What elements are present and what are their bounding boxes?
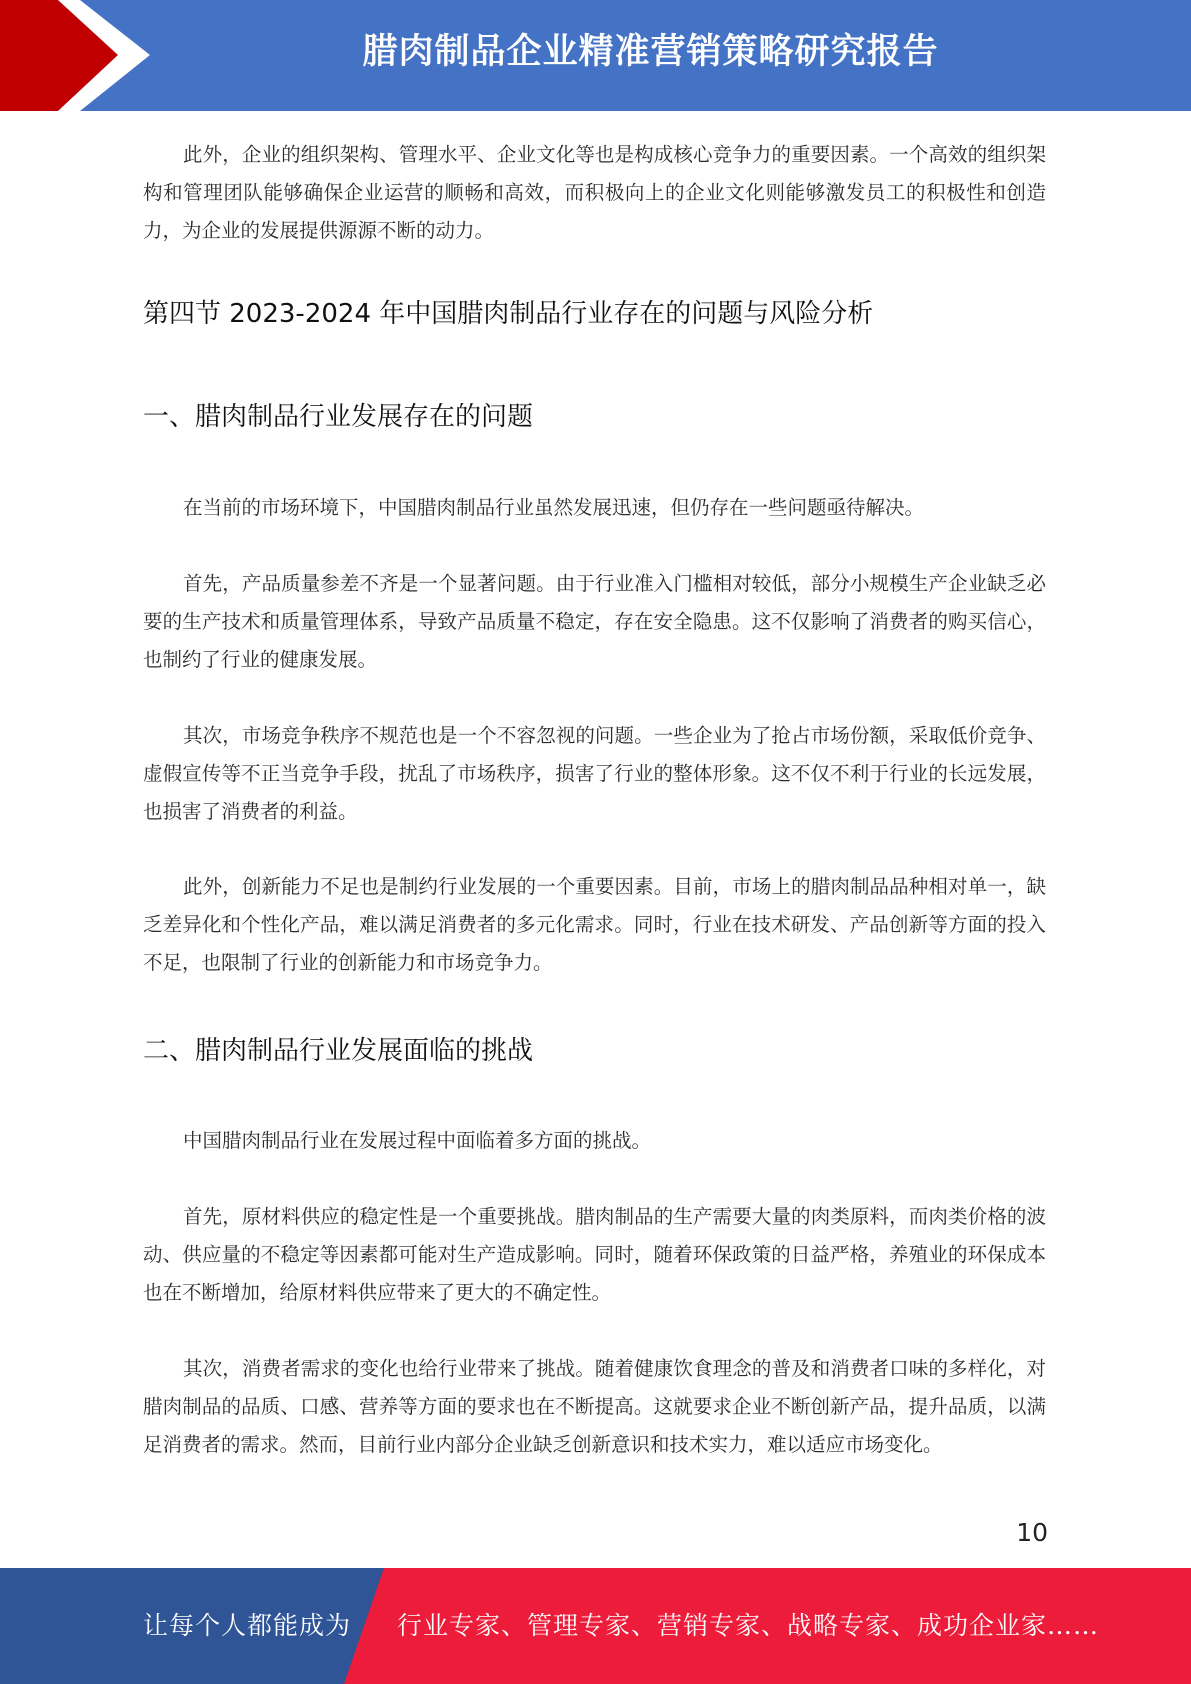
footer-slogan-right: 行业专家、管理专家、营销专家、战略专家、成功企业家…… xyxy=(397,1611,1100,1640)
intro-paragraph: 此外，企业的组织架构、管理水平、企业文化等也是构成核心竞争力的重要因素。一个高效的组织架构和管理团队能够确保企业运营的顺畅和高效，而积极向上的企业文化则能够激发员工的积极性和创造力，为企业的发展提供源源不断的动力。 xyxy=(143,143,1046,242)
problems-paragraph-innovation: 此外，创新能力不足也是制约行业发展的一个重要因素。目前，市场上的腊肉制品品种相对单一，缺乏差异化和个性化产品，难以满足消费者的多元化需求。同时，行业在技术研发、产品创新等方面的投入不足，也限制了行业的创新能力和市场竞争力。 xyxy=(143,875,1046,974)
header-banner xyxy=(0,0,1191,111)
section-heading: 第四节 2023-2024 年中国腊肉制品行业存在的问题与风险分析 xyxy=(143,299,874,329)
problems-paragraph-competition: 其次，市场竞争秩序不规范也是一个不容忽视的问题。一些企业为了抢占市场份额，采取低价竞争、虚假宣传等不正当竞争手段，扰乱了市场秩序，损害了行业的整体形象。这不仅不利于行业的长远发展，也损害了消费者的利益。 xyxy=(143,724,1046,823)
challenges-paragraph-demand: 其次，消费者需求的变化也给行业带来了挑战。随着健康饮食理念的普及和消费者口味的多样化，对腊肉制品的品质、口感、营养等方面的要求也在不断提高。这就要求企业不断创新产品，提升品质，以满足消费者的需求。然而，目前行业内部分企业缺乏创新意识和技术实力，难以适应市场变化。 xyxy=(143,1357,1046,1456)
footer-slogan-left: 让每个人都能成为 xyxy=(143,1611,352,1640)
challenges-paragraph-supply: 首先，原材料供应的稳定性是一个重要挑战。腊肉制品的生产需要大量的肉类原料，而肉类价格的波动、供应量的不稳定等因素都可能对生产造成影响。同时，随着环保政策的日益严格，养殖业的环保成本也在不断增加，给原材料供应带来了更大的不确定性。 xyxy=(143,1205,1046,1304)
report-title: 腊肉制品企业精准营销策略研究报告 xyxy=(362,32,939,72)
problems-paragraph-quality: 首先，产品质量参差不齐是一个显著问题。由于行业准入门槛相对较低，部分小规模生产企业缺乏必要的生产技术和质量管理体系，导致产品质量不稳定，存在安全隐患。这不仅影响了消费者的购买信心，也制约了行业的健康发展。 xyxy=(143,572,1046,671)
problems-paragraph-intro: 在当前的市场环境下，中国腊肉制品行业虽然发展迅速，但仍存在一些问题亟待解决。 xyxy=(183,496,925,519)
challenges-paragraph-intro: 中国腊肉制品行业在发展过程中面临着多方面的挑战。 xyxy=(183,1129,652,1152)
page-number: 10 xyxy=(1016,1518,1048,1547)
subsection-heading-challenges: 二、腊肉制品行业发展面临的挑战 xyxy=(143,1036,534,1066)
footer-banner xyxy=(0,1568,1191,1684)
subsection-heading-problems: 一、腊肉制品行业发展存在的问题 xyxy=(143,402,534,432)
